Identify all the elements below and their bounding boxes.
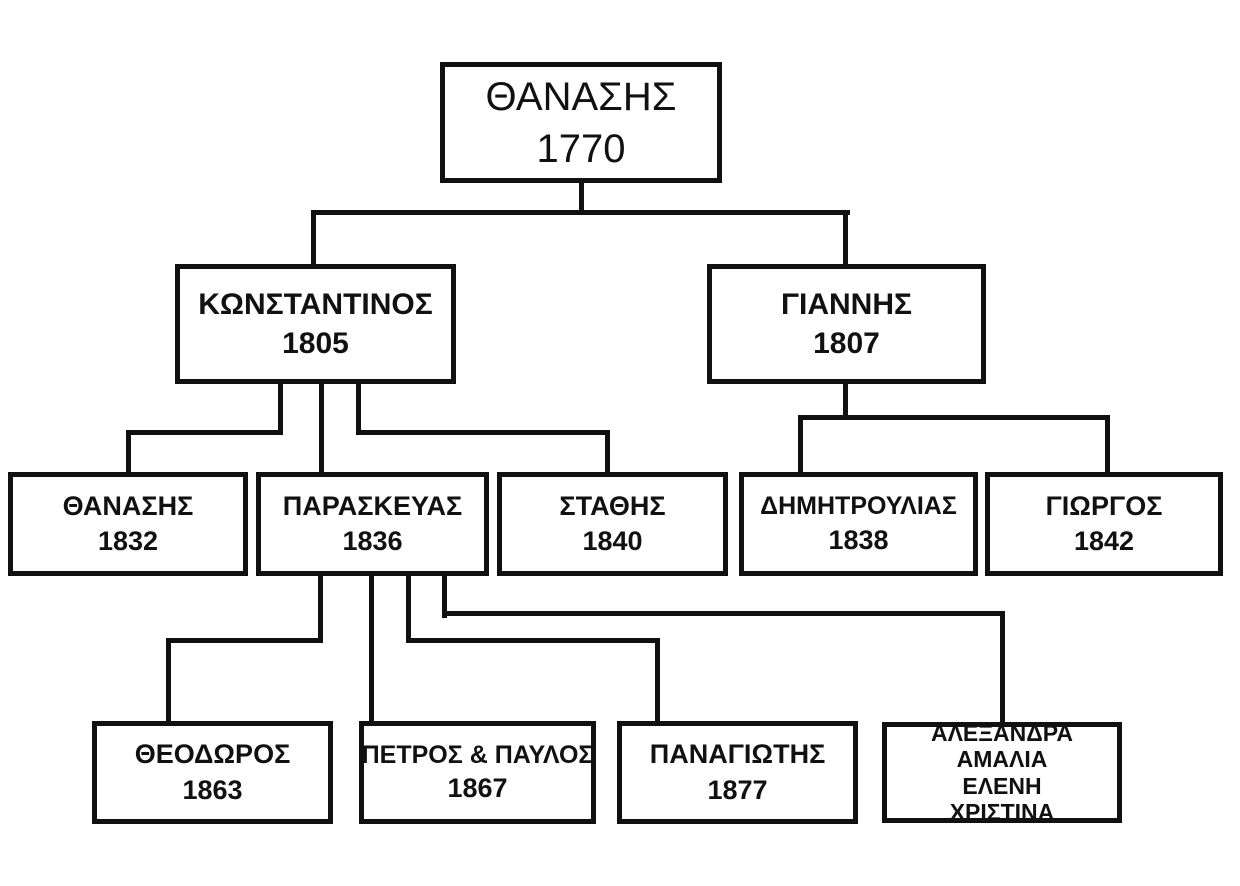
connector-p-h-c bbox=[406, 638, 660, 643]
person-name: ΠΕΤΡΟΣ & ΠΑΥΛΟΣ bbox=[361, 740, 594, 769]
connector-root-stub bbox=[579, 180, 584, 214]
node-daughters bbox=[882, 719, 1122, 825]
connector-drop-paraskevas bbox=[319, 381, 324, 474]
person-name: ΑΜΑΛΙΑ bbox=[956, 746, 1048, 773]
node-theodoros-1863 bbox=[92, 721, 333, 824]
node-thanasis-1770 bbox=[440, 62, 722, 183]
birth-year: 1867 bbox=[447, 773, 508, 804]
node-stathis-1840 bbox=[497, 472, 728, 576]
connector-drop-daughters bbox=[1000, 611, 1005, 724]
connector-root-bus bbox=[311, 210, 850, 215]
person-name: ΧΡΙΣΤΙΝΑ bbox=[949, 798, 1055, 825]
node-dimitroulias-1838 bbox=[739, 472, 978, 576]
node-panagiotis-1877 bbox=[617, 721, 858, 824]
node-giorgos-1842 bbox=[985, 472, 1223, 576]
birth-year: 1770 bbox=[536, 126, 626, 171]
connector-p-h-a bbox=[166, 638, 323, 643]
connector-k-h-right bbox=[356, 430, 610, 435]
person-name: ΘΕΟΔΩΡΟΣ bbox=[134, 739, 291, 770]
person-name: ΣΤΑΘΗΣ bbox=[559, 490, 666, 521]
person-name: ΘΑΝΑΣΗΣ bbox=[62, 490, 194, 521]
connector-k-stub-left bbox=[278, 381, 283, 435]
connector-p-stub-a bbox=[318, 573, 323, 643]
node-thanasis-1832 bbox=[8, 472, 248, 576]
person-name: ΕΛΕΝΗ bbox=[962, 772, 1042, 799]
person-name: ΠΑΝΑΓΙΩΤΗΣ bbox=[649, 739, 826, 770]
connector-drop-panagiotis bbox=[655, 638, 660, 723]
connector-drop-stathis bbox=[605, 430, 610, 475]
node-konstantinos-1805 bbox=[175, 264, 456, 384]
node-giannis-1807 bbox=[707, 264, 986, 384]
person-name: ΓΙΑΝΝΗΣ bbox=[780, 288, 913, 321]
connector-drop-giorgos bbox=[1105, 415, 1110, 474]
connector-p-h-d bbox=[442, 611, 1005, 616]
node-paraskevas-1836 bbox=[256, 472, 489, 576]
person-name: ΓΙΩΡΓΟΣ bbox=[1045, 490, 1163, 521]
connector-p-stub-c bbox=[406, 573, 411, 643]
connector-drop-thanasis1832 bbox=[126, 430, 131, 475]
birth-year: 1842 bbox=[1073, 526, 1135, 556]
person-name: ΠΑΡΑΣΚΕΥΑΣ bbox=[282, 490, 463, 521]
birth-year: 1836 bbox=[342, 526, 403, 556]
person-name: ΚΩΝΣΤΑΝΤΙΝΟΣ bbox=[198, 288, 433, 321]
person-name: ΘΑΝΑΣΗΣ bbox=[485, 74, 677, 119]
connector-k-h-left bbox=[126, 430, 283, 435]
birth-year: 1877 bbox=[707, 774, 768, 805]
connector-k-stub-right bbox=[356, 381, 361, 435]
connector-drop-theodoros bbox=[166, 638, 171, 723]
person-name: ΔΗΜΗΤΡΟΥΛΙΑΣ bbox=[760, 492, 957, 521]
connector-drop-konstantinos bbox=[311, 210, 316, 267]
connector-drop-petros-pavlos bbox=[369, 573, 374, 723]
birth-year: 1805 bbox=[282, 327, 349, 360]
person-name: ΑΛΕΞΑΝΔΡΑ bbox=[930, 719, 1074, 746]
birth-year: 1807 bbox=[813, 327, 880, 360]
birth-year: 1840 bbox=[582, 526, 643, 556]
connector-drop-giannis bbox=[843, 210, 848, 267]
node-petros-pavlos-1867 bbox=[359, 721, 596, 824]
connector-drop-dimitroulias bbox=[798, 415, 803, 474]
birth-year: 1832 bbox=[97, 526, 159, 556]
birth-year: 1838 bbox=[828, 524, 889, 555]
connector-g-bus bbox=[798, 415, 1110, 420]
birth-year: 1863 bbox=[182, 774, 243, 805]
